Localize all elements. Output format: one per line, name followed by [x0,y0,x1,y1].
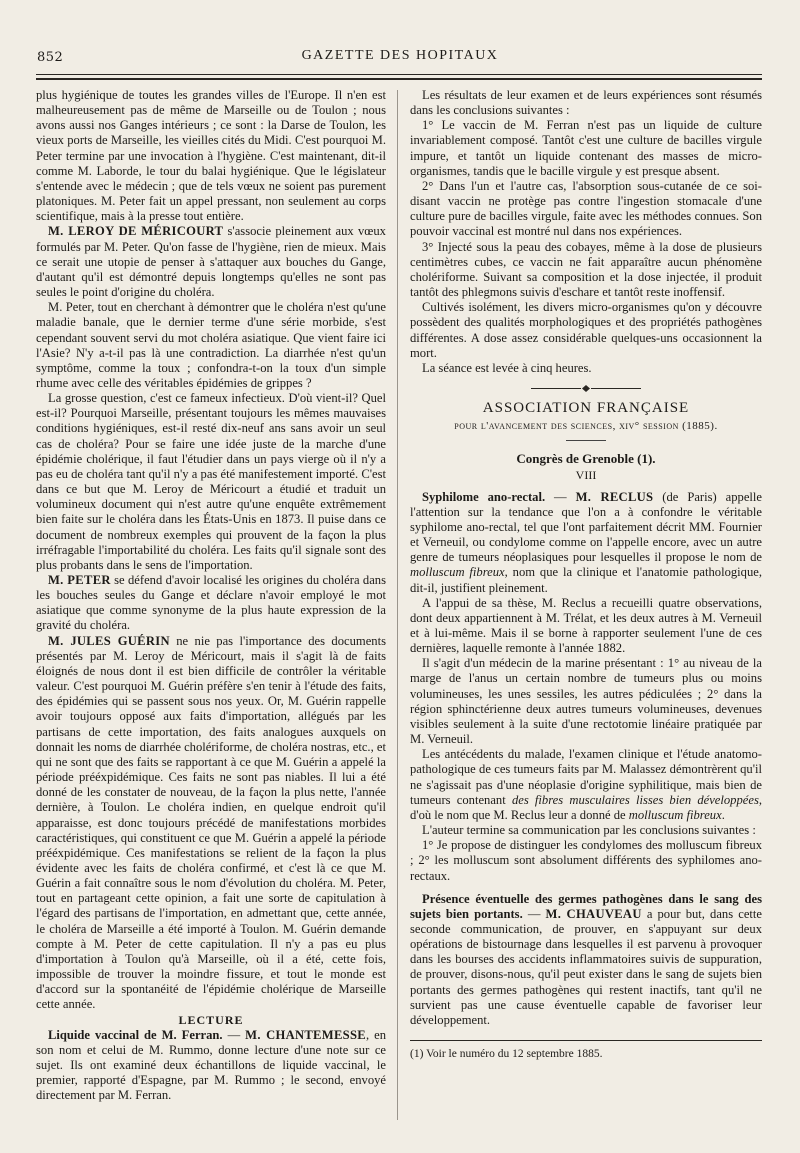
paragraph: 3° Injecté sous la peau des cobayes, même à la dose de plusieurs centimètres cubes, ce vaccin ne fait apparaître aucun phénomène cholériforme. Suivant sa composition et la dose injectée, il produit tantôt des phlegmons suivis d'eschare et tantôt reste inoffensif. [410,239,762,300]
paragraph [36,573,386,634]
paragraph-text: . [721,807,725,822]
paragraph: L'auteur termine sa communication par les conclusions suivantes : [422,823,756,838]
paragraph-text: se défend d'avoir localisé les origines du choléra dans les bouches seules du Gange et déclare n'avoir employé le mot asiatique que comme synonyme de la plus haute expression de la gravité du choléra. [36,573,387,633]
paragraph: La grosse question, c'est ce fameux infectieux. D'où vient-il? Quel est-il? Pourquoi Marseille, présentant toujours les mêmes mauvaises conditions hygiéniques, est-il resté dix-neuf ans sans avoir un seul cas de choléra? Pour se faire une idée juste de la marche d'une épidémie cholérique, il faut l'étudier dans un pays vierge où il n'y a pas eu de choléra tant qu'il n'y a pas été manifestement importé. C'est dans ce but que M. Leroy de Méricourt a étudié et traduit un volumineux document qui n'est autre qu'une enquête extrêmement bien faite sur le choléra dans les États-Unis en 1873. Il puise dans ce document de nombreux exemples qui prouvent de la façon la plus irréfragable l'importabilité du choléra. Les faits qu'il signale sont des plus probants dans le sens de l'importation. [36,391,386,572]
paragraph [410,747,762,823]
running-title: GAZETTE DES HOPITAUX [301,48,499,63]
right-column [410,88,762,1062]
separator: — [545,489,576,504]
speaker-name: M. CHANTEMESSE [245,1027,366,1042]
italic-term: molluscum fibreux [628,807,722,822]
paragraph-text: Les antécédents du malade, l'examen clinique et l'étude anatomo-pathologique de ces tumeurs faits par M. Malassez démontrèrent qu'il ne s'agissait pas d'une néoplasie d'origine syphilitique, mais bien de tumeurs contenant [410,747,762,807]
paragraph: Les résultats de leur examen et de leurs expériences sont résumés dans les conclusions suivantes : [410,88,762,118]
paragraph [36,1028,386,1104]
footnote-rule [410,1040,762,1041]
separator: — [222,1027,246,1042]
paragraph-text: , nom que la clinique et l'anatomie pathologique, dit-il, justifient pleinement. [410,565,762,595]
speaker-name: M. JULES GUÉRIN [48,633,170,648]
italic-term: des fibres musculaires lisses bien développées [511,792,759,807]
paragraph-text: , en son nom et celui de M. Rummo, donne lecture d'une note sur ce sujet. Ils ont examiné deux échantillons de liquide vaccinal, le premier, rapporté d'Espagne, par M. Rummo ; le second, envoyé directement par M. Ferran. [36,1027,386,1103]
paragraph [36,224,386,300]
italic-term: molluscum fibreux [410,565,505,580]
speaker-name: M. LEROY DE MÉRICOURT [48,224,224,239]
congress-heading: Congrès de Grenoble (1). [516,451,656,467]
header-rule [36,74,762,75]
paragraph: Cultivés isolément, les divers micro-organismes qu'on y découvre possèdent des qualités morphologiques et des propriétés pathogènes différentes. A dose assez considérable quelques-uns occasionnent la mort. [410,300,762,360]
ornament-divider-icon [526,384,646,393]
speaker-name: M. CHAUVEAU [545,906,642,921]
item-title: Syphilome ano-rectal. [422,489,546,504]
item-title: Présence éventuelle des germes pathogènes dans le sang des sujets bien portants. [410,891,762,921]
paragraph-text: (de Paris) appelle l'attention sur la tendance que l'on a à confondre le véritable syphilome ano-rectal, tel que l'ont parfaitement décrit MM. Fournier et Verneuil, ou condylome comme on l'appelle encore, avec un autre genre de tumeurs néoplasiques pour lesquelles il propose le nom de [410,489,762,565]
paragraph [410,892,762,1028]
page-number: 852 [37,50,64,65]
section-heading-lecture: LECTURE [178,1012,244,1027]
separator: — [522,906,546,921]
paragraph-text: , d'où le nom que M. Reclus leur a donné de [410,792,763,822]
paragraph: 1° Je propose de distinguer les condylomes des molluscum fibreux ; 2° les molluscum sont absolument différents des syphilomes ano-rectaux. [410,838,762,883]
paragraph: Il s'agit d'un médecin de la marine présentant : 1° au niveau de la marge de l'anus un certain nombre de tumeurs plus ou moins volumineuses, les unes sessiles, les autres pédiculées ; 2° dans la région sphinctérienne deux autres tumeurs volumineuses, devenues visibles seulement à la suite d'une rectotomie linéaire pratiquée par M. Verneuil. [410,656,762,747]
paragraph-text: s'associe pleinement aux vœux formulés par M. Peter. Qu'on fasse de l'hygiène, rien de mieux. Mais ce serait une utopie de penser à s'attaquer aux bouches du Gange, d'autant qu'il est démontré depuis longtemps qu'elles ne sont pas seules le point d'origine du choléra. [36,224,386,300]
section-title-association: ASSOCIATION FRANÇAISE [482,399,690,416]
footnote: (1) Voir le numéro du 12 septembre 1885. [410,1048,603,1061]
paragraph: A l'appui de sa thèse, M. Reclus a recueilli quatre observations, dont deux appartiennent à M. Trélat, et les deux autres à M. Verneuil et à lui-même. Mais il se borne à rapporter seulement l'une de ces dernières, laquelle remonte à l'année 1882. [410,595,762,656]
section-subtitle-association: pour l'avancement des sciences, xiv° session (1885). [454,420,718,433]
spacer [410,884,762,892]
column-divider [397,90,398,1120]
header-rule-thick [36,78,762,80]
paragraph: plus hygiénique de toutes les grandes villes de l'Europe. Il n'en est malheureusement pas de même de Marseille ou de Toulon ; nous avons aussi nos Ganges intérieurs ; ce sont : la Darse de Toulon, les vieux ports de Marseille, les vieilles cités du Midi. C'est pourquoi M. Peter termine par une invocation à l'hygiène. C'est maintenant, dit-il comme M. Laborde, le tour du balai hygiénique. Que le législateur s'entende avec le médecin ; que de tels vœux ne soient pas purement platoniques. M. Peter fait un appel pressant, non seulement au corps scientifique, mais à la presse tout entière. [36,88,386,224]
paragraph [36,634,386,1013]
left-column [36,88,386,1103]
speaker-name: M. PETER [48,573,111,587]
paragraph: 1° Le vaccin de M. Ferran n'est pas un liquide de culture invariablement composé. Tantôt c'est une culture de bacilles virgule impure, et tantôt un liquide contenant des masses de micro-organismes, tandis que le bacille virgule y est presque absent. [410,118,762,178]
item-title: Liquide vaccinal de M. Ferran. [48,1027,223,1042]
short-divider [566,440,606,441]
paragraph: M. Peter, tout en cherchant à démontrer que le choléra n'est qu'une maladie banale, que le dernier terme d'une série morbide, s'est cependant souvent servi du mot choléra asiatique. Que vient faire ici l'Asie? N'y a-t-il pas là une contradiction. La diarrhée n'est qu'un symptôme, comme la toux ; confondra-t-on la toux d'un simple rhume avec celle des véritables épidémies de grippes ? [36,300,386,390]
paragraph [410,490,762,596]
part-number: VIII [575,468,597,483]
speaker-name: M. RECLUS [575,489,654,504]
paragraph-text: ne nie pas l'importance des documents présentés par M. Leroy de Méricourt, mais il s'agit là de faits éloignés de nous dont il est bien difficile de contrôler la véritable valeur. C'est pourquoi M. Guérin préfère s'en tenir à l'étude des faits, des épidémies qui se passent sous nos yeux. Or, M. Guérin rappelle avoir toujours opposé aux faits d'importation, allégués par les partisans de cette importation, des faits analogues auxquels on donnait les noms de diarrhée cholériforme, de choléra nostras, etc., et qui ne sont que des faits se rapportant à ce que M. Guérin a appelé la période prééxpidémique. Ces faits ne sont pas niables. Il lui a été donné de les constater de nouveau, de la façon la plus nette, l'année dernière, à Toulon. Le choléra indien, en quelque endroit qu'il apparaisse, est donc toujours précédé de manifestations morbides caractéristiques, qui constituent ce que M. Guérin a appelé la période prééxpidémique. Ces manifestations se relient de la façon la plus évidente avec les faits de choléra confirmé, et c'est là ce que M. Guérin a fait connaître sous le nom d'évolution du choléra. M. Peter, tout en partageant cette opinion, a fait une sorte de capitulation à l'égard des partisans de l'importation, en admettant que, cette année, le choléra de Marseille a été importé à Toulon. M. Guérin demande compte à M. Peter de cette capitulation. Il n'y a pas eu plus d'importation à Toulon qu'à Marseille, où il a été, cette fois, impossible de trouver la moindre fissure, et tout le monde est d'accord sur la spontanéité de l'épidémie cholérique de Marseille cette année. [36,633,386,1012]
paragraph-text: a pour but, dans cette seconde communication, de prouver, en s'appuyant sur deux opérations de bistournage dans lesquelles il est parvenu à provoquer dans les bourses des accidents inflammatoires suivis de suppuration, de prouver, disons-nous, qu'il peut exister dans le sang de sujets bien portants des germes pathogènes qui restent inactifs, tant qu'il ne survient pas une cause éventuelle capable de favoriser leur développement. [410,906,762,1027]
paragraph: La séance est levée à cinq heures. [422,360,592,375]
paragraph: 2° Dans l'un et l'autre cas, l'absorption sous-cutanée de ce soi-disant vaccin ne protège pas contre l'ingestion stomacale d'une culture pure de bacilles virgule, faite avec les méthodes connues. Son pouvoir vaccinal est montré nul dans nos expériences. [410,178,762,239]
